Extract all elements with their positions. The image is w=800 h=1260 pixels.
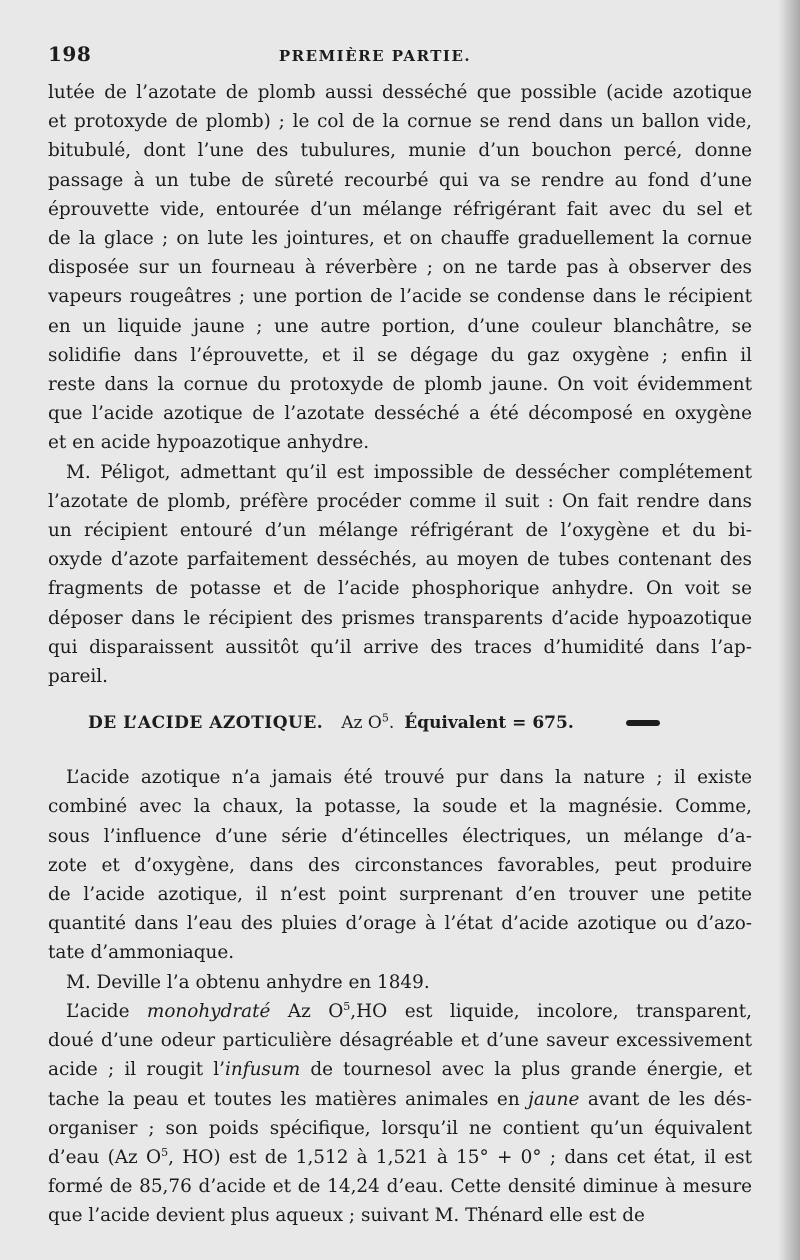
text-line: quantité dans l’eau des pluies d’orage à l’état d’acide azotique ou d’azo- [48, 913, 752, 935]
text-line: de la glace ; on lute les jointures, et on chauffe graduellement la cornue [48, 228, 752, 250]
formula-period: . [388, 713, 395, 734]
page-number: 198 [48, 42, 92, 66]
text-line: qui disparaissent aussitôt qu’il arrive des traces d’humidité dans l’ap- [48, 636, 752, 658]
text-line: que l’acide devient plus aqueux ; suivant M. Thénard elle est de [48, 1205, 645, 1227]
text-line: disposée sur un fourneau à réverbère ; on ne tarde pas à observer des [48, 257, 752, 279]
text-line: fragments de potasse et de l’acide phosphorique anhydre. On voit se [48, 578, 752, 600]
text-line: tate d’ammoniaque. [48, 942, 235, 964]
text-line: zote et d’oxygène, dans des circonstances favorables, peut produire [48, 854, 752, 876]
text-line: reste dans la cornue du protoxyde de plomb jaune. On voit évidemment [48, 374, 752, 396]
text-line: en un liquide jaune ; une autre portion, d’une couleur blanchâtre, se [48, 315, 752, 337]
text-line: doué d’une odeur particulière désagréable et d’une saveur excessivement [48, 1030, 752, 1052]
text-line: et en acide hypoazotique anhydre. [48, 432, 370, 454]
text-run: de tournesol avec la plus grande énergie, et [300, 1059, 752, 1081]
text-run: tache la peau et toutes les matières animales en [48, 1088, 529, 1110]
italic-term: monohydraté [146, 1000, 271, 1022]
text-line [48, 1143, 752, 1172]
text-line: et protoxyde de plomb) ; le col de la cornue se rend dans un ballon vide, [48, 111, 752, 133]
text-run: avant de les dés- [579, 1088, 752, 1110]
text-line: passage à un tube de sûreté recourbé qui va se rendre au fond d’une [48, 169, 752, 191]
section-heading [48, 713, 752, 733]
formula-exponent: 5 [381, 711, 389, 725]
text-line: lutée de l’azotate de plomb aussi desséché que possible (acide azotique [48, 82, 752, 103]
text-run: d’eau (Az O [48, 1146, 162, 1168]
paragraph-5 [48, 997, 752, 1231]
running-head: PREMIÈRE PARTIE. [278, 47, 472, 65]
text-line: pareil. [48, 666, 109, 688]
text-run: acide ; il rougit l’ [48, 1059, 226, 1081]
section-formula [341, 713, 394, 733]
text-line: un récipient entouré d’un mélange réfrigérant de l’oxygène et du bi- [48, 520, 752, 542]
text-line: formé de 85,76 d’acide et de 14,24 d’eau. Cette densité diminue à mesure [48, 1176, 752, 1198]
text-line: bitubulé, dont l’une des tubulures, munie d’un bouchon percé, donne [48, 140, 752, 162]
paragraph-3 [48, 763, 752, 967]
text-line [48, 997, 752, 1026]
formula-text: Az O [341, 713, 382, 734]
text-line: solidifie dans l’éprouvette, et il se dégage du gaz oxygène ; enfin il [48, 344, 752, 366]
paragraph-1 [48, 78, 752, 458]
text-line: l’azotate de plomb, préfère procéder comme il suit : On fait rendre dans [48, 490, 752, 512]
text-line: déposer dans le récipient des prismes transparents d’acide hypoazotique [48, 607, 752, 629]
text-line: organiser ; son poids spécifique, lorsqu’il ne contient qu’un équivalent [48, 1117, 752, 1139]
dash-ornament [626, 720, 660, 726]
text-line: vapeurs rougeâtres ; une portion de l’acide se condense dans le récipient [48, 286, 752, 308]
text-line [48, 1085, 752, 1114]
italic-term: jaune [528, 1088, 580, 1110]
section-title: DE L’ACIDE AZOTIQUE. [88, 713, 324, 734]
text-run: L’acide [66, 1000, 147, 1022]
text-line: M. Péligot, admettant qu’il est impossible de dessécher complétement [66, 461, 752, 483]
text-line: M. Deville l’a obtenu anhydre en 1849. [66, 971, 430, 993]
text-run: Az O [270, 1000, 344, 1022]
text-line: oxyde d’azote parfaitement desséchés, au moyen de tubes contenant des [48, 549, 752, 571]
paragraph-4 [48, 968, 752, 997]
text-line: éprouvette vide, entourée d’un mélange réfrigérant fait avec du sel et [48, 198, 752, 220]
formula-exponent: 5 [343, 999, 351, 1013]
paragraph-2 [48, 458, 752, 692]
text-line: de l’acide azotique, il n’est point surprenant d’en trouver une petite [48, 884, 752, 906]
text-run: , HO) est de 1,512 à 1,521 à 15° + 0° ; dans cet état, il est [168, 1146, 752, 1168]
text-line: que l’acide azotique de l’azotate desséché a été décomposé en oxygène [48, 403, 752, 425]
text-line: L’acide azotique n’a jamais été trouvé pur dans la nature ; il existe [66, 767, 752, 789]
text-line: combiné avec la chaux, la potasse, la soude et la magnésie. Comme, [48, 796, 752, 818]
text-line: sous l’influence d’une série d’étincelles électriques, un mélange d’a- [48, 825, 752, 847]
text-line [48, 1055, 752, 1084]
text-run: ,HO est liquide, incolore, transparent, [350, 1000, 752, 1022]
page-header [48, 42, 752, 78]
italic-term: infusum [225, 1059, 301, 1081]
section-equivalent: Équivalent = 675. [404, 713, 574, 734]
formula-exponent: 5 [161, 1145, 169, 1159]
